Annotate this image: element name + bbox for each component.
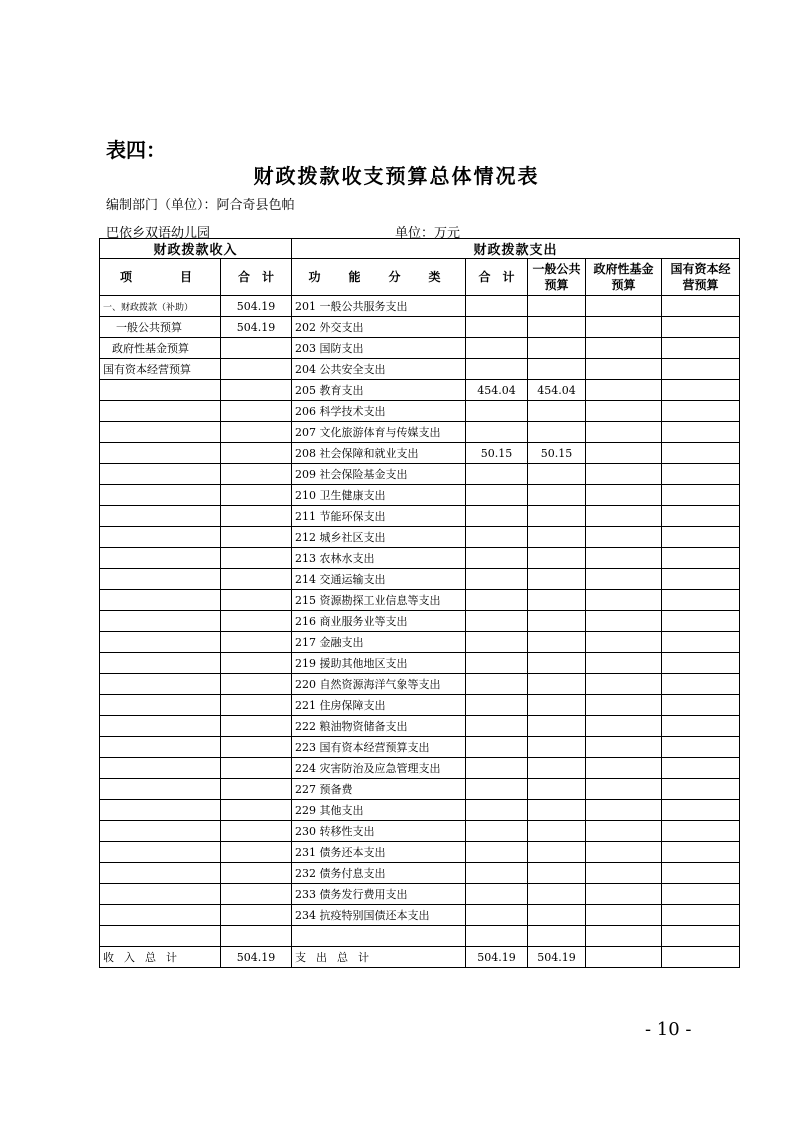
expense-state-capital-budget [662,800,740,821]
expense-state-capital-budget [662,359,740,380]
income-amount [221,422,292,443]
expense-total [466,758,528,779]
expense-total [466,590,528,611]
table-row [100,884,740,905]
expense-category: 227 预备费 [292,779,466,800]
expense-fund-budget [586,296,662,317]
expense-general-budget [528,674,586,695]
compiling-department: 编制部门（单位）：阿合奇县色帕 [106,198,295,213]
expense-category: 221 住房保障支出 [292,695,466,716]
table-row [100,863,740,884]
col-header-item: 项 目 [100,259,221,296]
expense-category: 234 抗疫特别国债还本支出 [292,905,466,926]
expense-total [466,842,528,863]
expense-total [466,653,528,674]
expense-category: 217 金融支出 [292,632,466,653]
expense-category: 223 国有资本经营预算支出 [292,737,466,758]
income-amount [221,884,292,905]
expense-fund-budget [586,800,662,821]
income-item [100,590,221,611]
expense-fund-budget [586,842,662,863]
expense-category: 219 援助其他地区支出 [292,653,466,674]
expense-state-capital-budget [662,674,740,695]
expense-total [466,359,528,380]
col-header-total: 合 计 [221,259,292,296]
income-item: 政府性基金预算 [100,338,221,359]
table-row [100,296,740,317]
expense-state-capital-budget [662,632,740,653]
income-amount: 504.19 [221,296,292,317]
expense-category: 229 其他支出 [292,800,466,821]
expense-fund-budget [586,779,662,800]
table-row [100,401,740,422]
income-amount: 504.19 [221,317,292,338]
expense-category: 203 国防支出 [292,338,466,359]
income-item [100,548,221,569]
page-number: - 10 - [645,1019,692,1040]
income-amount [221,695,292,716]
income-item [100,485,221,506]
table-row [100,611,740,632]
expense-state-capital-budget [662,380,740,401]
expense-general-budget [528,359,586,380]
expense-general-budget [528,548,586,569]
income-item [100,401,221,422]
income-amount [221,758,292,779]
expense-category: 208 社会保障和就业支出 [292,443,466,464]
expense-state-capital-budget [662,548,740,569]
expense-grand-total: 504.19 [466,947,528,968]
income-item [100,569,221,590]
income-item [100,380,221,401]
income-amount [221,548,292,569]
expense-fund-budget [586,443,662,464]
table-row [100,569,740,590]
expense-fund-budget [586,527,662,548]
income-item [100,758,221,779]
expense-state-capital-budget [662,338,740,359]
table-row [100,338,740,359]
expense-fund-budget [586,380,662,401]
income-amount [221,590,292,611]
income-amount [221,485,292,506]
income-amount [221,842,292,863]
table-row [100,485,740,506]
expense-section-header: 财政拨款支出 [292,239,740,259]
expense-total [466,737,528,758]
expense-state-capital-budget [662,926,740,947]
income-amount [221,863,292,884]
expense-category: 210 卫生健康支出 [292,485,466,506]
expense-total [466,569,528,590]
expense-total [466,863,528,884]
expense-total [466,548,528,569]
expense-category: 207 文化旅游体育与传媒支出 [292,422,466,443]
expense-general-budget [528,422,586,443]
income-item [100,863,221,884]
expense-general-budget [528,632,586,653]
expense-state-capital-total [662,947,740,968]
expense-category: 214 交通运输支出 [292,569,466,590]
col-header-expense-total: 合 计 [466,259,528,296]
expense-fund-budget [586,401,662,422]
expense-total [466,716,528,737]
income-amount [221,569,292,590]
expense-total [466,527,528,548]
expense-general-budget: 454.04 [528,380,586,401]
expense-total [466,296,528,317]
expense-state-capital-budget [662,611,740,632]
expense-total [466,695,528,716]
expense-state-capital-budget [662,716,740,737]
table-row [100,800,740,821]
expense-state-capital-budget [662,863,740,884]
section-header-row [100,239,740,259]
expense-total [466,401,528,422]
expense-general-budget [528,800,586,821]
income-amount [221,737,292,758]
expense-category: 216 商业服务业等支出 [292,611,466,632]
table-row [100,779,740,800]
income-item: 国有资本经营预算 [100,359,221,380]
expense-general-budget [528,590,586,611]
expense-category: 215 资源勘探工业信息等支出 [292,590,466,611]
expense-fund-total [586,947,662,968]
expense-state-capital-budget [662,296,740,317]
income-item [100,632,221,653]
expense-state-capital-budget [662,422,740,443]
income-item [100,674,221,695]
expense-fund-budget [586,611,662,632]
expense-fund-budget [586,338,662,359]
income-item: 一般公共预算 [100,317,221,338]
table-row [100,695,740,716]
expense-total [466,926,528,947]
expense-fund-budget [586,716,662,737]
table-row [100,359,740,380]
col-header-fund-budget: 政府性基金预算 [586,259,662,296]
table-row [100,842,740,863]
expense-fund-budget [586,317,662,338]
income-item [100,737,221,758]
expense-state-capital-budget [662,842,740,863]
table-row [100,905,740,926]
expense-fund-budget [586,695,662,716]
income-item [100,695,221,716]
income-item [100,884,221,905]
expense-category: 220 自然资源海洋气象等支出 [292,674,466,695]
income-item [100,464,221,485]
expense-fund-budget [586,926,662,947]
income-item [100,842,221,863]
expense-total [466,422,528,443]
expense-category: 202 外交支出 [292,317,466,338]
expense-fund-budget [586,422,662,443]
income-item: 一、财政拨款（补助） [100,296,221,317]
table-label: 表四： [106,138,166,162]
table-row [100,380,740,401]
expense-general-budget [528,569,586,590]
table-row [100,926,740,947]
table-row [100,653,740,674]
income-item [100,443,221,464]
income-amount [221,632,292,653]
expense-general-budget [528,464,586,485]
expense-fund-budget [586,884,662,905]
currency-unit: 单位：万元 [395,226,461,241]
expense-total-label: 支出总计 [292,947,466,968]
expense-category: 222 粮油物资储备支出 [292,716,466,737]
expense-fund-budget [586,569,662,590]
expense-category: 204 公共安全支出 [292,359,466,380]
expense-total [466,884,528,905]
expense-category [292,926,466,947]
table-row [100,506,740,527]
income-item [100,779,221,800]
expense-fund-budget [586,590,662,611]
expense-general-budget [528,296,586,317]
expense-category: 209 社会保险基金支出 [292,464,466,485]
expense-fund-budget [586,548,662,569]
income-item [100,653,221,674]
income-amount [221,905,292,926]
expense-state-capital-budget [662,884,740,905]
expense-total [466,800,528,821]
table-row [100,317,740,338]
income-amount [221,716,292,737]
income-amount [221,338,292,359]
income-total-amount: 504.19 [221,947,292,968]
expense-fund-budget [586,632,662,653]
income-amount [221,443,292,464]
expense-state-capital-budget [662,758,740,779]
expense-fund-budget [586,359,662,380]
expense-state-capital-budget [662,527,740,548]
budget-table [99,238,740,968]
expense-state-capital-budget [662,464,740,485]
expense-state-capital-budget [662,401,740,422]
expense-state-capital-budget [662,569,740,590]
income-amount [221,926,292,947]
expense-general-budget [528,905,586,926]
income-item [100,422,221,443]
expense-general-budget [528,842,586,863]
expense-total [466,905,528,926]
income-item [100,527,221,548]
income-item [100,821,221,842]
income-total-label: 收入总计 [100,947,221,968]
col-header-general-budget: 一般公共预算 [528,259,586,296]
unit-name: 巴依乡双语幼儿园 [106,226,211,241]
expense-state-capital-budget [662,590,740,611]
expense-total [466,506,528,527]
table-row [100,758,740,779]
expense-total: 454.04 [466,380,528,401]
expense-state-capital-budget [662,695,740,716]
expense-total [466,611,528,632]
table-row [100,464,740,485]
income-amount [221,464,292,485]
expense-general-budget [528,716,586,737]
totals-row [100,947,740,968]
expense-category: 206 科学技术支出 [292,401,466,422]
income-item [100,926,221,947]
table-row [100,422,740,443]
expense-fund-budget [586,821,662,842]
expense-general-budget [528,695,586,716]
expense-general-budget [528,485,586,506]
expense-total [466,632,528,653]
income-amount [221,401,292,422]
expense-category: 233 债务发行费用支出 [292,884,466,905]
expense-general-budget [528,884,586,905]
expense-general-budget [528,779,586,800]
income-item [100,611,221,632]
expense-general-budget [528,527,586,548]
expense-category: 201 一般公共服务支出 [292,296,466,317]
expense-fund-budget [586,863,662,884]
expense-category: 230 转移性支出 [292,821,466,842]
expense-category: 205 教育支出 [292,380,466,401]
expense-total [466,464,528,485]
expense-total [466,821,528,842]
income-item [100,905,221,926]
expense-total [466,317,528,338]
income-amount [221,506,292,527]
expense-general-budget [528,863,586,884]
income-section-header: 财政拨款收入 [100,239,292,259]
income-amount [221,821,292,842]
income-amount [221,779,292,800]
expense-total [466,338,528,359]
col-header-function: 功 能 分 类 [292,259,466,296]
table-row [100,674,740,695]
expense-total [466,779,528,800]
income-item [100,506,221,527]
table-row [100,590,740,611]
expense-fund-budget [586,464,662,485]
income-amount [221,527,292,548]
income-amount [221,800,292,821]
expense-state-capital-budget [662,485,740,506]
income-item [100,800,221,821]
expense-general-budget [528,317,586,338]
expense-general-budget: 50.15 [528,443,586,464]
expense-total [466,485,528,506]
expense-fund-budget [586,758,662,779]
table-row [100,737,740,758]
expense-fund-budget [586,905,662,926]
expense-fund-budget [586,737,662,758]
expense-general-budget [528,821,586,842]
table-row [100,632,740,653]
expense-general-budget [528,401,586,422]
expense-category: 213 农林水支出 [292,548,466,569]
income-amount [221,611,292,632]
expense-category: 232 债务付息支出 [292,863,466,884]
expense-general-budget [528,506,586,527]
table-row [100,821,740,842]
table-row [100,443,740,464]
table-row [100,527,740,548]
expense-state-capital-budget [662,905,740,926]
table-row [100,548,740,569]
expense-category: 224 灾害防治及应急管理支出 [292,758,466,779]
col-header-state-capital-budget: 国有资本经营预算 [662,259,740,296]
expense-general-budget [528,758,586,779]
income-amount [221,653,292,674]
expense-state-capital-budget [662,779,740,800]
column-header-row [100,259,740,296]
expense-category: 231 债务还本支出 [292,842,466,863]
expense-fund-budget [586,674,662,695]
expense-general-total: 504.19 [528,947,586,968]
income-item [100,716,221,737]
expense-total: 50.15 [466,443,528,464]
expense-general-budget [528,653,586,674]
page-title: 财政拨款收支预算总体情况表 [253,164,540,188]
expense-state-capital-budget [662,506,740,527]
expense-total [466,674,528,695]
expense-state-capital-budget [662,821,740,842]
income-amount [221,359,292,380]
expense-general-budget [528,737,586,758]
income-amount [221,674,292,695]
expense-fund-budget [586,485,662,506]
table-row [100,716,740,737]
expense-fund-budget [586,506,662,527]
expense-general-budget [528,338,586,359]
expense-general-budget [528,611,586,632]
expense-state-capital-budget [662,737,740,758]
expense-general-budget [528,926,586,947]
expense-state-capital-budget [662,317,740,338]
expense-state-capital-budget [662,653,740,674]
expense-state-capital-budget [662,443,740,464]
expense-category: 211 节能环保支出 [292,506,466,527]
expense-fund-budget [586,653,662,674]
income-amount [221,380,292,401]
expense-category: 212 城乡社区支出 [292,527,466,548]
